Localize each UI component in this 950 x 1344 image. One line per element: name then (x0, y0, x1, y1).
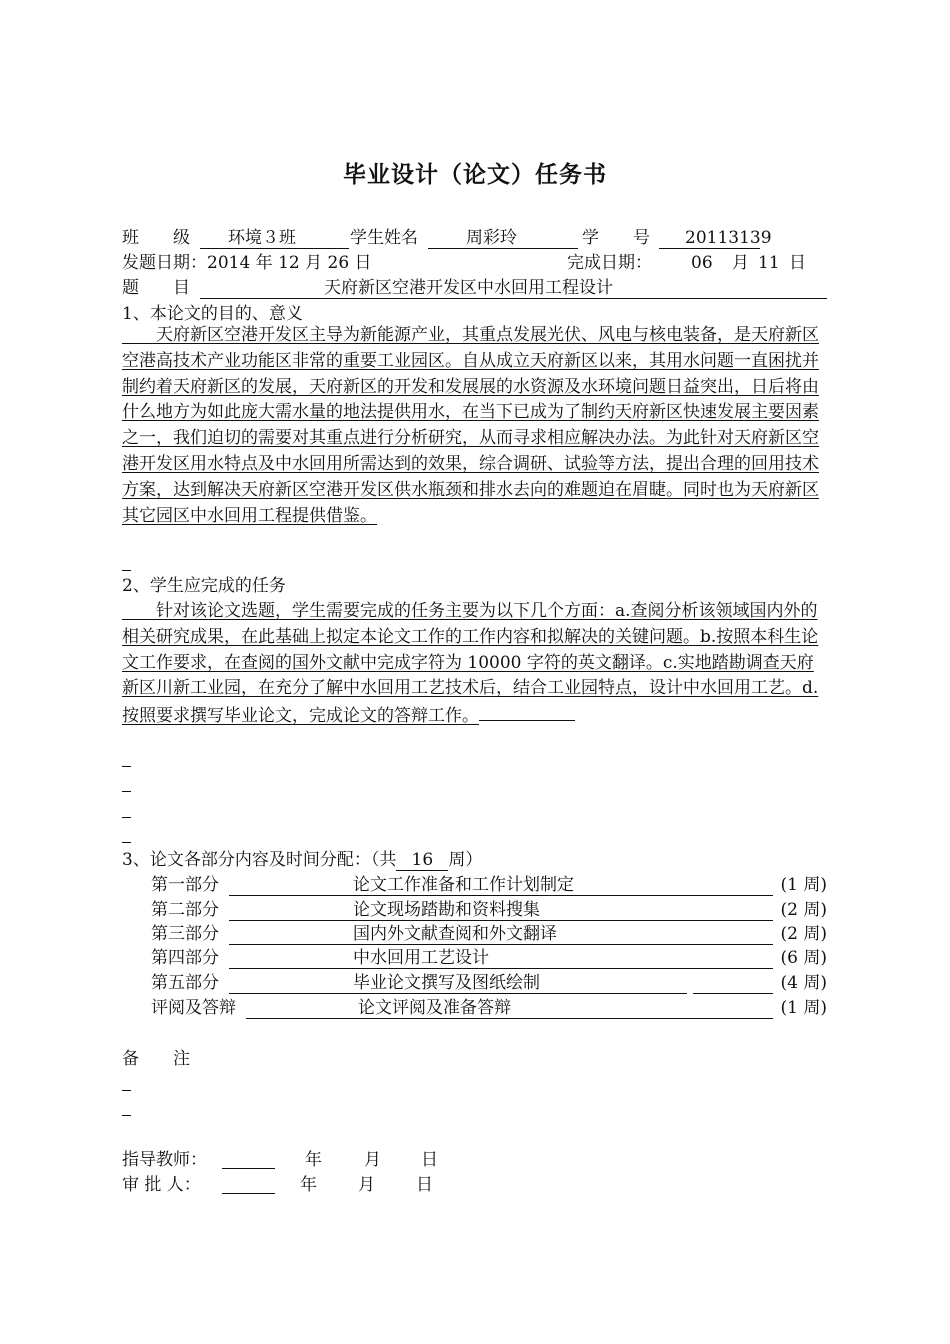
schedule-part-label: 第二部分 (151, 900, 219, 920)
class-field (200, 227, 349, 249)
complete-day-value: 11 (758, 253, 780, 273)
section1-paragraph (122, 323, 827, 529)
schedule-content: 中水回用工艺设计 (353, 948, 489, 968)
complete-day-unit: 日 (789, 253, 806, 273)
advisor-day-unit: 日 (421, 1150, 438, 1170)
student-name-value: 周彩玲 (466, 228, 517, 248)
blank-line-marker (122, 766, 131, 767)
schedule-weeks: (1 周) (780, 875, 827, 895)
schedule-part-label: 第三部分 (151, 924, 219, 944)
advisor-month-unit: 月 (364, 1150, 381, 1170)
section2-paragraph (122, 599, 827, 730)
schedule-content: 论文现场踏勘和资料搜集 (353, 900, 540, 920)
blank-line-marker (122, 1090, 131, 1091)
schedule-row (151, 946, 827, 970)
student-id-field (659, 227, 772, 249)
issue-date-value: 2014 年 12 月 26 日 (207, 253, 372, 273)
schedule-row (151, 898, 827, 922)
schedule-part-label: 第五部分 (151, 973, 219, 993)
approver-signature-line (222, 1174, 275, 1194)
class-label: 班 级 (122, 228, 190, 248)
topic-field (200, 277, 827, 299)
blank-line-marker (122, 842, 131, 843)
schedule-weeks: (6 周) (780, 948, 827, 968)
section2-trailing-blank (479, 702, 575, 721)
topic-label: 题 目 (122, 278, 190, 298)
section3-heading-suffix: 周） (448, 850, 483, 870)
student-name-label: 学生姓名 (350, 228, 418, 248)
student-name-field (428, 227, 578, 249)
section1-text: 天府新区空港开发区主导为新能源产业，其重点发展光伏、风电与核电装备，是天府新区空港高技术产业功能区非常的重要工业园区。自从成立天府新区以来，其用水问题一直困扰并制约着天府新区的发展，天府新区的开发和发展展的水资源及水环境问题日益突出，日后将由什么地方为如此庞大需水量的地法提供用水，在当下已成为了制约天府新区快速发展主要因素之一，我们迫切的需要对其重点进行分析研究，从而寻求相应解决办法。为此针对天府新区空港开发区用水特点及中水回用所需达到的效果，综合调研、试验等方法，提出合理的回用技术方案，达到解决天府新区空港开发区供水瓶颈和排水去向的难题迫在眉睫。同时也为天府新区其它园区中水回用工程提供借鉴。 (122, 325, 819, 526)
schedule-part-label: 第四部分 (151, 948, 219, 968)
schedule-content: 国内外文献查阅和外文翻译 (353, 924, 557, 944)
approver-year-unit: 年 (300, 1175, 317, 1195)
class-value: 环境３班 (228, 228, 296, 248)
schedule-row (151, 922, 827, 946)
schedule-weeks: (1 周) (780, 998, 827, 1018)
approver-day-unit: 日 (416, 1175, 433, 1195)
blank-line-marker (122, 570, 131, 571)
schedule-line (693, 971, 773, 994)
blank-line-marker (122, 817, 131, 818)
schedule-weeks: (2 周) (780, 900, 827, 920)
advisor-year-unit: 年 (305, 1150, 322, 1170)
schedule-weeks: (2 周) (780, 924, 827, 944)
approver-month-unit: 月 (358, 1175, 375, 1195)
schedule-row (151, 873, 827, 897)
schedule-line (229, 946, 773, 969)
blank-line-marker (122, 1115, 131, 1116)
complete-month-unit: 月 (732, 253, 749, 273)
schedule-content: 论文工作准备和工作计划制定 (353, 875, 574, 895)
document-title: 毕业设计（论文）任务书 (343, 162, 607, 188)
section3-heading (122, 849, 482, 871)
advisor-signature-line (222, 1149, 275, 1169)
section2-heading: 2、学生应完成的任务 (122, 576, 286, 596)
schedule-part-label: 评阅及答辩 (151, 998, 236, 1018)
schedule-row (151, 996, 827, 1020)
complete-month-value: 06 (691, 253, 713, 273)
approver-label: 审 批 人： (122, 1175, 201, 1195)
blank-line-marker (122, 791, 131, 792)
student-id-value: 20113139 (685, 228, 772, 248)
student-id-label: 学 号 (582, 228, 650, 248)
section2-text: 针对该论文选题，学生需要完成的任务主要为以下几个方面：a.查阅分析该领域国内外的相关研究成果，在此基础上拟定本论文工作的工作内容和拟解决的关键问题。b.按照本科生论文工作要求，在查阅的国外文献中完成字符为 10000 字符的英文翻译。c.实地踏勘调查天府新区川新工业园，在充分了解中水回用工艺技术后，结合工业园特点，设计中水回用工艺。d.按照要求撰写毕业论文，完成论文的答辩工作。 (122, 601, 819, 727)
schedule-content: 论文评阅及准备答辩 (358, 998, 511, 1018)
advisor-label: 指导教师： (122, 1150, 207, 1170)
total-weeks-value: 16 (396, 850, 448, 871)
section3-heading-prefix: 3、论文各部分内容及时间分配：（共 (122, 850, 397, 870)
complete-date-label: 完成日期： (567, 253, 652, 273)
schedule-content: 毕业论文撰写及图纸绘制 (353, 973, 540, 993)
schedule-weeks: (4 周) (780, 973, 827, 993)
schedule-part-label: 第一部分 (151, 875, 219, 895)
topic-value: 天府新区空港开发区中水回用工程设计 (324, 278, 613, 298)
remarks-label: 备 注 (122, 1049, 190, 1069)
schedule-row (151, 971, 827, 995)
section1-heading: 1、本论文的目的、意义 (122, 304, 303, 324)
issue-date-label: 发题日期： (122, 253, 207, 273)
